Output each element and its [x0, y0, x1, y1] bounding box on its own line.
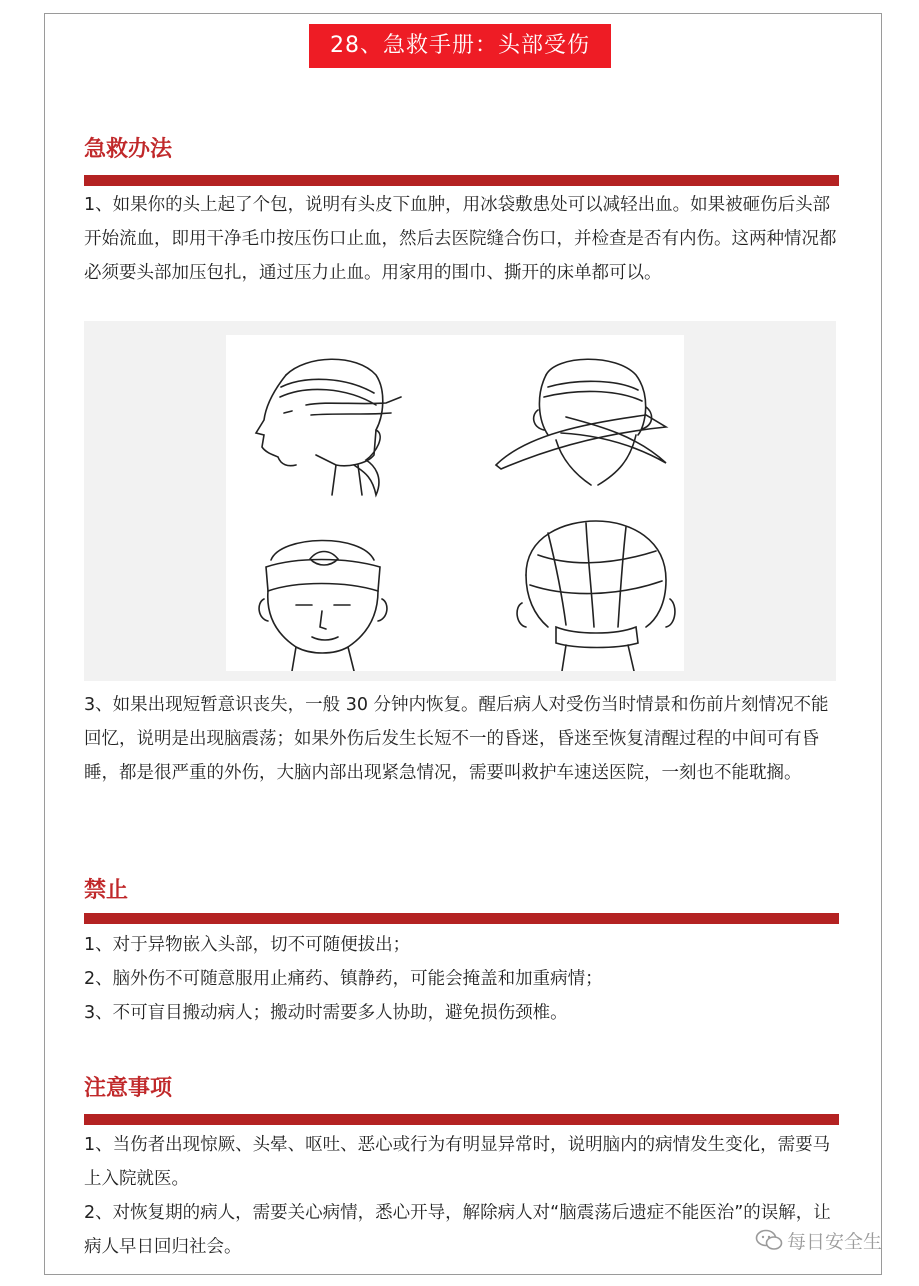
section-rule-forbidden	[84, 913, 839, 924]
list-item: 1、对于异物嵌入头部，切不可随便拔出；	[84, 935, 411, 955]
illustration-panel	[226, 335, 684, 671]
section-heading-notes: 注意事项	[84, 1076, 173, 1101]
bandage-illustration	[84, 321, 836, 681]
paragraph-text: 1、如果你的头上起了个包，说明有头皮下血肿，用冰袋敷患处可以减轻出血。如果被砸伤后头部开始流血，即用干净毛巾按压伤口止血，然后去医院缝合伤口，并检查是否有内伤。这两种情况都必须要头部加压包扎，通过压力止血。用家用的围巾、撕开的床单都可以。	[84, 195, 837, 283]
list-item: 3、不可盲目搬动病人；搬动时需要多人协助，避免损伤颈椎。	[84, 1003, 568, 1023]
first-aid-paragraph-1	[84, 188, 844, 290]
page-title: 28、急救手册：头部受伤	[309, 24, 611, 68]
head-back-wrapped-icon	[517, 521, 675, 671]
notes-list	[84, 1128, 844, 1264]
section-rule-first-aid	[84, 175, 839, 186]
paragraph-text: 3、如果出现短暂意识丧失，一般 30 分钟内恢复。醒后病人对受伤当时情景和伤前片刻情况不能回忆，说明是出现脑震荡；如果外伤后发生长短不一的昏迷，昏迷至恢复清醒过程的中间可有昏睡，都是很严重的外伤，大脑内部出现紧急情况，需要叫救护车速送医院，一刻也不能耽搁。	[84, 695, 829, 783]
section-rule-notes	[84, 1114, 839, 1125]
head-profile-with-hand-icon	[256, 359, 401, 495]
list-item: 2、脑外伤不可随意服用止痛药、镇静药，可能会掩盖和加重病情；	[84, 969, 603, 989]
first-aid-paragraph-3	[84, 688, 844, 790]
watermark-text: 每日安全生	[787, 1231, 883, 1253]
section-heading-first-aid: 急救办法	[84, 137, 173, 162]
list-item: 1、当伤者出现惊厥、头晕、呕吐、恶心或行为有明显异常时，说明脑内的病情发生变化，需要马上入院就医。	[84, 1135, 831, 1189]
list-item: 2、对恢复期的病人，需要关心病情，悉心开导，解除病人对“脑震荡后遗症不能医治”的误解，让病人早日回归社会。	[84, 1203, 831, 1257]
head-front-bandage-band-icon	[259, 540, 387, 671]
forbidden-list	[84, 928, 844, 1030]
wechat-icon	[755, 1229, 783, 1256]
watermark	[755, 1227, 882, 1256]
head-back-crossed-bandage-icon	[496, 359, 666, 485]
section-heading-forbidden: 禁止	[84, 878, 129, 903]
bandaging-heads-drawing	[226, 335, 684, 671]
